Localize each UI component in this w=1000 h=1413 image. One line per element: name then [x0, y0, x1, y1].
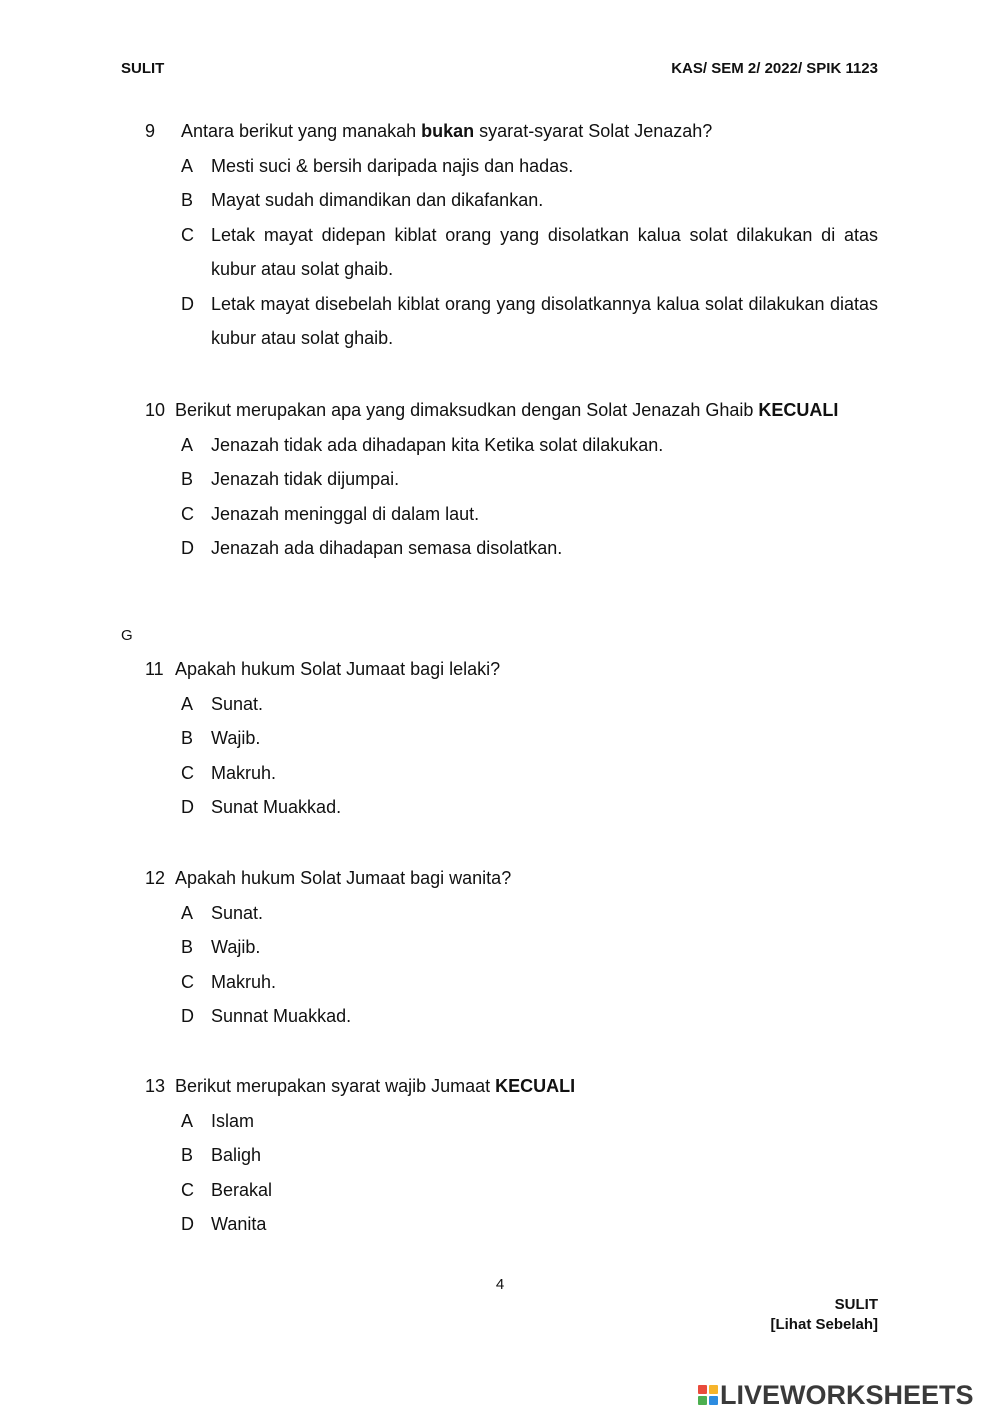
option-text: Sunat.	[211, 693, 264, 714]
option-a[interactable]	[181, 687, 878, 722]
question-text: Berikut merupakan syarat wajib Jumaat KECUALI	[175, 1076, 576, 1096]
footer-see-next: [Lihat Sebelah]	[770, 1316, 878, 1333]
option-letter: A	[181, 902, 194, 923]
logo-square-green	[698, 1396, 707, 1405]
option-text: Mesti suci & bersih daripada najis dan hadas.	[211, 155, 574, 176]
liveworksheets-brand[interactable]	[698, 1378, 1000, 1412]
option-letter: C	[181, 971, 194, 992]
option-a[interactable]	[181, 428, 878, 463]
option-letter: B	[181, 469, 194, 489]
option-text: Jenazah meninggal di dalam laut.	[211, 503, 480, 524]
header-right-code: KAS/ SEM 2/ 2022/ SPIK 1123	[671, 60, 878, 77]
option-b[interactable]	[181, 930, 878, 965]
option-letter: C	[181, 224, 194, 245]
question-11	[145, 652, 878, 825]
footer-sulit: SULIT	[834, 1296, 878, 1313]
option-letter: B	[181, 728, 194, 748]
logo-square-yellow	[709, 1385, 718, 1394]
option-letter: A	[181, 155, 194, 176]
option-b[interactable]	[181, 1138, 878, 1173]
option-b[interactable]	[181, 183, 878, 218]
option-text: Baligh	[211, 1145, 262, 1165]
question-number: 10	[145, 400, 166, 420]
option-text: Jenazah tidak ada dihadapan kita Ketika solat dilakukan.	[211, 434, 664, 455]
option-c[interactable]	[181, 756, 878, 791]
option-letter: D	[181, 293, 194, 314]
question-12	[145, 861, 878, 1034]
option-d[interactable]	[181, 790, 878, 825]
question-text: Berikut merupakan apa yang dimaksudkan dengan Solat Jenazah Ghaib KECUALI	[175, 400, 839, 420]
option-b[interactable]	[181, 462, 878, 497]
option-letter: D	[181, 1214, 194, 1234]
option-text: Mayat sudah dimandikan dan dikafankan.	[211, 190, 544, 210]
page-number: 4	[495, 1276, 505, 1293]
option-letter: C	[181, 762, 194, 783]
option-d[interactable]	[181, 999, 878, 1034]
question-10	[145, 393, 878, 566]
option-d[interactable]	[181, 1207, 878, 1242]
option-c[interactable]	[181, 1173, 878, 1208]
question-text: Apakah hukum Solat Jumaat bagi wanita?	[175, 868, 512, 888]
option-text: Jenazah ada dihadapan semasa disolatkan.	[211, 538, 563, 558]
option-text: Letak mayat disebelah kiblat orang yang disolatkannya kalua solat dilakukan diatas kubur atau solat ghaib.	[211, 293, 878, 348]
option-text: Makruh.	[211, 762, 277, 783]
option-c[interactable]	[181, 497, 878, 532]
option-letter: C	[181, 503, 194, 524]
option-b[interactable]	[181, 721, 878, 756]
option-text: Sunnat Muakkad.	[211, 1006, 352, 1026]
question-9	[145, 114, 878, 356]
brand-name: LIVEWORKSHEETS	[720, 1379, 974, 1410]
question-text: Antara berikut yang manakah bukan syarat-syarat Solat Jenazah?	[181, 121, 713, 141]
option-letter: B	[181, 190, 194, 210]
option-letter: A	[181, 1110, 194, 1131]
brand-logo-icon	[698, 1385, 718, 1405]
option-a[interactable]	[181, 149, 878, 184]
option-text: Wanita	[211, 1214, 267, 1234]
question-number: 9	[145, 121, 156, 141]
option-letter: D	[181, 538, 194, 558]
option-a[interactable]	[181, 1104, 878, 1139]
option-c[interactable]	[181, 965, 878, 1000]
option-d[interactable]	[181, 287, 878, 356]
option-text: Islam	[211, 1110, 255, 1131]
option-text: Makruh.	[211, 971, 277, 992]
header-left-label: SULIT	[121, 60, 165, 77]
option-text: Wajib.	[211, 728, 261, 748]
stray-mark: G	[121, 627, 133, 644]
option-text: Berakal	[211, 1179, 273, 1200]
option-letter: B	[181, 1145, 194, 1165]
logo-square-red	[698, 1385, 707, 1394]
question-number: 11	[145, 659, 164, 679]
option-c[interactable]	[181, 218, 878, 287]
question-number: 13	[145, 1076, 166, 1096]
question-text: Apakah hukum Solat Jumaat bagi lelaki?	[175, 659, 501, 679]
question-number: 12	[145, 868, 166, 888]
option-letter: C	[181, 1179, 194, 1200]
option-a[interactable]	[181, 896, 878, 931]
option-letter: A	[181, 693, 194, 714]
option-letter: D	[181, 1006, 194, 1026]
option-text: Letak mayat didepan kiblat orang yang disolatkan kalua solat dilakukan di atas kubur atau solat ghaib.	[211, 224, 878, 279]
option-text: Wajib.	[211, 937, 261, 957]
question-13	[145, 1069, 878, 1242]
option-d[interactable]	[181, 531, 878, 566]
option-letter: B	[181, 937, 194, 957]
option-letter: D	[181, 797, 194, 817]
option-letter: A	[181, 434, 194, 455]
option-text: Sunat.	[211, 902, 264, 923]
option-text: Sunat Muakkad.	[211, 797, 342, 817]
logo-square-blue	[709, 1396, 718, 1405]
option-text: Jenazah tidak dijumpai.	[211, 469, 400, 489]
